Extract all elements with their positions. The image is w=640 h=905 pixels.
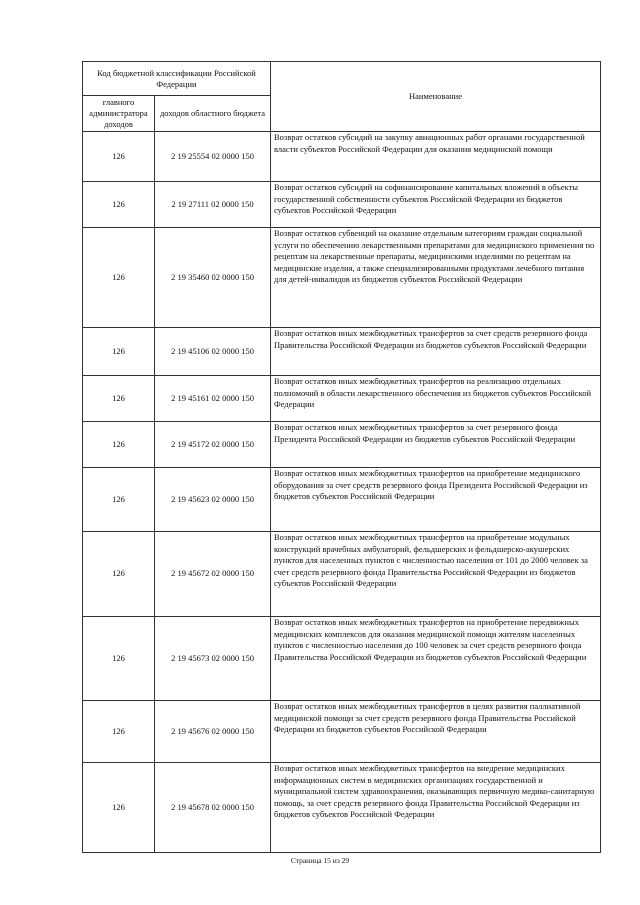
- name-cell: Возврат остатков субсидий на софинансирование капитальных вложений в объекты государственной собственности субъектов Российской Федерации из бюджетов субъектов Российской Федерации: [271, 182, 601, 228]
- admin-code-cell: 126: [83, 228, 155, 328]
- admin-code-cell: 126: [83, 532, 155, 617]
- page-number: Страница 15 из 29: [290, 856, 350, 865]
- admin-code-cell: 126: [83, 468, 155, 532]
- income-code-cell: 2 19 45623 02 0000 150: [155, 468, 271, 532]
- admin-code-cell: 126: [83, 763, 155, 853]
- table-row: [83, 422, 601, 468]
- table-row: [83, 228, 601, 328]
- name-cell: Возврат остатков иных межбюджетных трансфертов на реализацию отдельных полномочий в области лекарственного обеспечения из бюджетов субъектов Российской Федерации: [271, 376, 601, 422]
- income-code-cell: 2 19 45673 02 0000 150: [155, 617, 271, 701]
- header-admin: главного администратора доходов: [83, 96, 155, 132]
- name-cell: Возврат остатков субсидий на закупку авиационных работ органами государственной власти субъектов Российской Федерации для оказания медицинской помощи: [271, 132, 601, 182]
- name-cell: Возврат остатков иных межбюджетных трансфертов за счет средств резервного фонда Правительства Российской Федерации из бюджетов субъектов Российской Федерации: [271, 328, 601, 376]
- income-code-cell: 2 19 45672 02 0000 150: [155, 532, 271, 617]
- admin-code-cell: 126: [83, 376, 155, 422]
- table-row: [83, 328, 601, 376]
- admin-code-cell: 126: [83, 422, 155, 468]
- name-cell: Возврат остатков иных межбюджетных трансфертов на приобретение медицинского оборудования за счет средств резервного фонда Президента Российской Федерации из бюджетов субъектов Российской Федерации: [271, 468, 601, 532]
- income-code-cell: 2 19 25554 02 0000 150: [155, 132, 271, 182]
- table-row: [83, 532, 601, 617]
- admin-code-cell: 126: [83, 701, 155, 763]
- table-row: [83, 701, 601, 763]
- name-cell: Возврат остатков иных межбюджетных трансфертов на приобретение передвижных медицинских комплексов для оказания медицинской помощи жителям населенных пунктов с численностью населения до 100 человек за счет средств резервного фонда Правительства Российской Федерации из бюджетов субъектов Российской Федерации: [271, 617, 601, 701]
- name-cell: Возврат остатков иных межбюджетных трансфертов за счет резервного фонда Президента Российской Федерации из бюджетов субъектов Российской Федерации: [271, 422, 601, 468]
- name-cell: Возврат остатков иных межбюджетных трансфертов на приобретение модульных конструкций врачебных амбулаторий, фельдшерских и фельдшерско-акушерских пунктов для населенных пунктов с численностью населения от 101 до 2000 человек за счет средств резервного фонда Правительства Российской Федерации из бюджетов субъектов Российской Федерации: [271, 532, 601, 617]
- table-row: [83, 132, 601, 182]
- income-code-cell: 2 19 45161 02 0000 150: [155, 376, 271, 422]
- header-group: Код бюджетной классификации Российской Федерации: [83, 62, 271, 96]
- name-cell: Возврат остатков иных межбюджетных трансфертов в целях развития паллиативной медицинской помощи за счет средств резервного фонда Правительства Российской Федерации из бюджетов субъектов Российской Федерации: [271, 701, 601, 763]
- admin-code-cell: 126: [83, 182, 155, 228]
- budget-classification-table: [82, 61, 601, 853]
- admin-code-cell: 126: [83, 328, 155, 376]
- admin-code-cell: 126: [83, 132, 155, 182]
- header-income: доходов областного бюджета: [155, 96, 271, 132]
- header-name: Наименование: [271, 62, 601, 132]
- table-row: [83, 182, 601, 228]
- income-code-cell: 2 19 35460 02 0000 150: [155, 228, 271, 328]
- income-code-cell: 2 19 45106 02 0000 150: [155, 328, 271, 376]
- income-code-cell: 2 19 45678 02 0000 150: [155, 763, 271, 853]
- admin-code-cell: 126: [83, 617, 155, 701]
- name-cell: Возврат остатков субвенций на оказание отдельным категориям граждан социальной услуги по обеспечению лекарственными препаратами для медицинского применения по рецептам на лекарственные препараты, медицинскими изделиями по рецептам на медицинские изделия, а также специализированными продуктами лечебного питания для детей-инвалидов из бюджетов субъектов Российской Федерации: [271, 228, 601, 328]
- table-row: [83, 468, 601, 532]
- table-row: [83, 763, 601, 853]
- income-code-cell: 2 19 45676 02 0000 150: [155, 701, 271, 763]
- table-row: [83, 376, 601, 422]
- income-code-cell: 2 19 45172 02 0000 150: [155, 422, 271, 468]
- name-cell: Возврат остатков иных межбюджетных трансфертов на внедрение медицинских информационных систем в медицинских организациях государственной и муниципальной систем здравоохранения, оказывающих первичную медико-санитарную помощь, за счет средств резервного фонда Правительства Российской Федерации из бюджетов субъектов Российской Федерации: [271, 763, 601, 853]
- income-code-cell: 2 19 27111 02 0000 150: [155, 182, 271, 228]
- table-row: [83, 617, 601, 701]
